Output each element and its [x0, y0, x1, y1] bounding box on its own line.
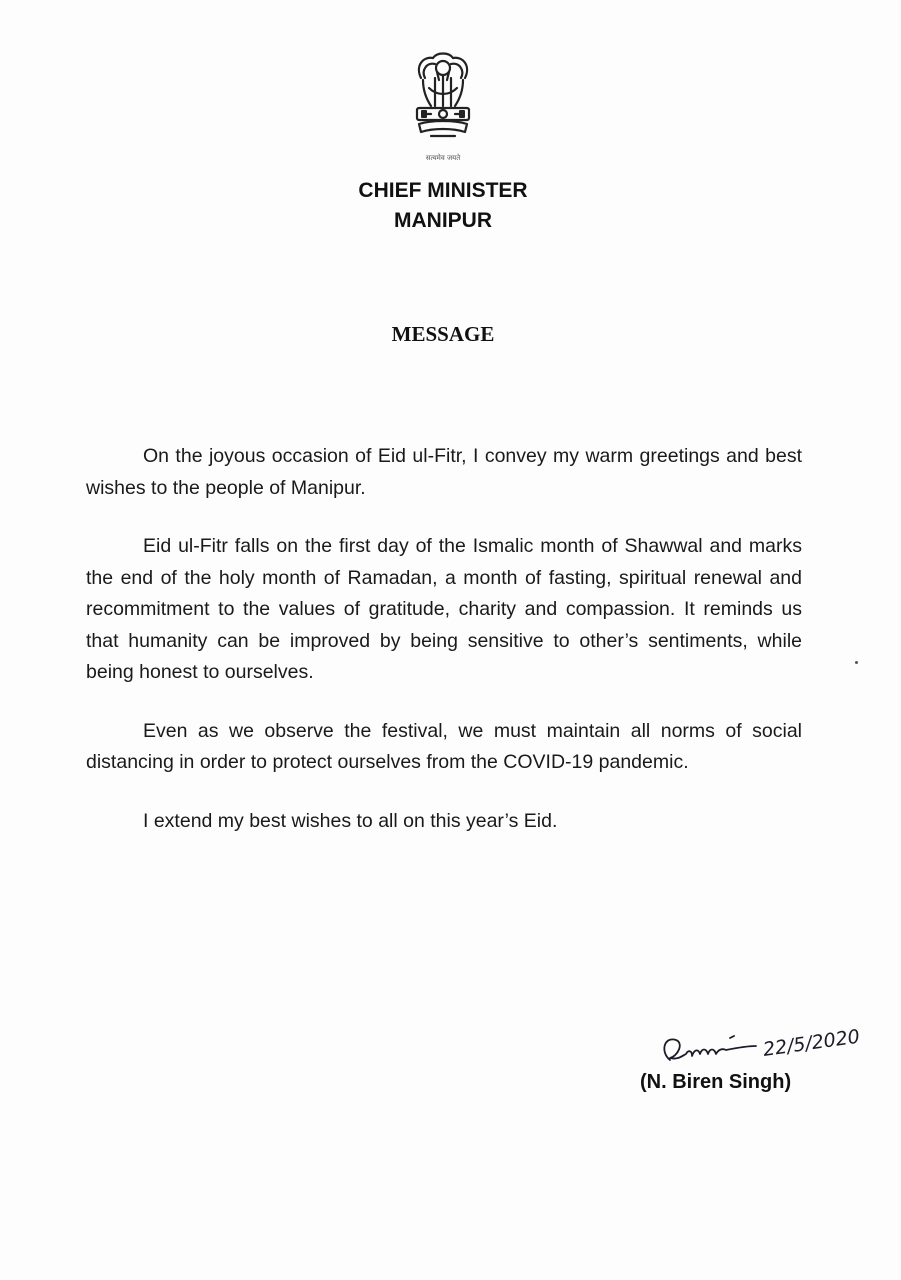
message-paragraph-3: Even as we observe the festival, we must maintain all norms of social distancing in order to protect ourselves from the COVID-19 pandemic. — [86, 719, 802, 773]
handwritten-date: 22/5/2020 — [761, 1026, 862, 1061]
message-closing: I extend my best wishes to all on this year’s Eid. — [143, 809, 558, 832]
office-title — [0, 176, 886, 236]
message-heading: MESSAGE — [391, 322, 495, 346]
emblem-motto: सत्यमेव जयते — [425, 154, 461, 162]
paper-speck — [855, 661, 858, 664]
message-body — [86, 441, 802, 864]
office-title-line1: CHIEF MINISTER — [358, 179, 528, 202]
message-paragraph-1: On the joyous occasion of Eid ul-Fitr, I convey my warm greetings and best wishes to the people of Manipur. — [86, 445, 802, 499]
office-title-line2: MANIPUR — [394, 209, 492, 232]
message-paragraph-2: Eid ul-Fitr falls on the first day of the Ismalic month of Shawwal and marks the end of the holy month of Ramadan, a month of fasting, spiritual renewal and recommitment to the values of gratitude, charity and compassion. It reminds us that humanity can be improved by being sensitive to other’s sentiments, while being honest to ourselves. — [86, 535, 802, 683]
state-emblem-icon — [401, 48, 485, 168]
signatory-name: (N. Biren Singh) — [640, 1071, 792, 1093]
